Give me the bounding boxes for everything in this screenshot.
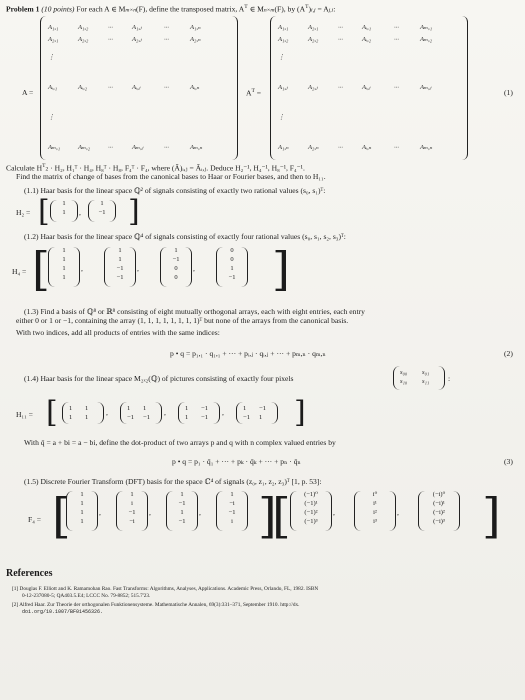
f4-power-separator: ,: [333, 508, 335, 517]
equation-number-2: (2): [504, 349, 513, 358]
f4-power-entry: (−i)¹: [433, 500, 445, 507]
matrix-entry: ···: [108, 144, 113, 151]
h11-entry: 1: [69, 414, 73, 421]
section-1-2: (1.2) Haar basis for the linear space ℚ⁴ of signals consisting of exactly four rational values (s₀, s₁, s₂, s₃)ᵀ:: [24, 232, 346, 241]
pixel-entry: s₀₀: [400, 369, 408, 376]
f4-entry: 1: [80, 509, 84, 516]
matrix-entry: Aₘ,₁: [48, 144, 61, 151]
f4-entry: −1: [178, 518, 186, 525]
h4-entry: 0: [230, 256, 234, 263]
matrix-entry: ···: [394, 24, 399, 31]
h11-entry: 1: [85, 405, 89, 412]
h4-close-bracket: ]: [272, 242, 290, 296]
matrix-at-label: $A^T$ =: [246, 88, 262, 98]
f4-entry: 1: [180, 491, 184, 498]
f4-power-entry: (−i)²: [433, 509, 445, 516]
matrix-entry: ···: [338, 36, 343, 43]
section-1-3-line-a: (1.3) Find a basis of ℚ⁸ or ℝ⁸ consisting of eight mutually orthogonal arrays, each with eight entries, each entry: [24, 307, 365, 316]
f4-power-column: [290, 491, 332, 531]
matrix-entry: A₂,₁: [308, 24, 319, 31]
matrix-entry: ···: [164, 36, 169, 43]
f4-power-entry: (−1)¹: [304, 500, 318, 507]
h11-entry: 1: [185, 414, 189, 421]
f4-entry: −i: [129, 518, 135, 525]
calculate-line: Calculate $H^T2 \cdot H_2$, H₁ᵀ · H₄, H₈ᵀ · H₈, F₄ᵀ · F₄, where (Ā)ᵢ,ⱼ = Āᵢ,ⱼ. Deduce H₂⁻¹, H₄⁻¹, H₈⁻¹, F₄⁻¹.: [6, 163, 305, 173]
f4-entry: 1: [130, 491, 134, 498]
h4-entry: 0: [230, 247, 234, 254]
f4-power-entry: (−1)⁰: [304, 491, 318, 498]
pixel-entry: s₁₀: [400, 378, 408, 385]
equation-number-1: (1): [504, 88, 513, 97]
f4-entry: 1: [80, 491, 84, 498]
f4-entry: 1: [80, 500, 84, 507]
h11-entry: −1: [201, 414, 209, 421]
find-line: Find the matrix of change of bases from the canonical bases to Haar or Fourier bases, and then to H₁₁.: [16, 172, 326, 181]
f4-column: [166, 491, 198, 531]
reference-2: [2] Alfred Haar. Zur Theorie der orthogonalen Funktionensysteme. Mathematische Annalen, 69(3):331–371, September 1910. http://dx.: [12, 602, 300, 608]
h4-entry: 1: [174, 247, 178, 254]
h4-entry: 1: [118, 256, 122, 263]
section-1-4-colon: :: [448, 374, 451, 383]
matrix-entry: ···: [164, 144, 169, 151]
f4-entry: 1: [180, 509, 184, 516]
h2-separator: ,: [79, 208, 81, 217]
h11-separator: ,: [164, 408, 166, 417]
h4-entry: 0: [174, 265, 178, 272]
h11-matrix: [236, 402, 278, 424]
matrix-entry: ···: [108, 36, 113, 43]
f4-separator: ,: [99, 508, 101, 517]
matrix-entry: ···: [394, 84, 399, 91]
matrix-entry: ···: [338, 24, 343, 31]
matrix-entry: Aₘ,₂: [78, 144, 91, 151]
f4-power-entry: i⁰: [372, 491, 378, 498]
references-title: References: [6, 568, 53, 579]
matrix-entry: Aᵢ,₂: [78, 84, 88, 91]
matrix-entry: Aₘ,ⱼ: [420, 84, 432, 91]
h11-entry: 1: [127, 405, 131, 412]
f4-entry: −1: [128, 509, 136, 516]
matrix-entry: Aᵢ,ₙ: [190, 84, 200, 91]
f4-entry: −1: [228, 509, 236, 516]
matrix-entry: ···: [338, 84, 343, 91]
matrix-entry: ···: [338, 144, 343, 151]
h2-open-bracket: [: [38, 194, 50, 229]
matrix-entry: A₁,₁: [48, 24, 59, 31]
h11-separator: ,: [106, 408, 108, 417]
h11-entry: 1: [85, 414, 89, 421]
h2-entry: 1: [100, 200, 104, 207]
intro-text-6: = A: [317, 4, 329, 14]
h4-entry: −1: [116, 265, 124, 272]
reference-1: [1] Douglas F. Elliott and K. Ramamohan Rao. Fast Transforms: Algorithms, Analyses, Applications. Academic Press, Orlando, FL, 1982. ISBN: [12, 586, 319, 592]
f4-power-open-bracket: [: [272, 488, 291, 544]
conjugate-line: With q̄ = a + bi = a − bi, define the dot-product of two arrays p and q with n complex valued entries by: [24, 438, 336, 447]
f4-entry: −i: [229, 500, 235, 507]
h11-label: H₁₁ =: [16, 410, 33, 419]
f4-separator: ,: [199, 508, 201, 517]
h2-entry: −1: [98, 209, 106, 216]
matrix-entry: Aₘ,₂: [420, 36, 433, 43]
h4-column: [104, 247, 136, 287]
section-1-3-line-c: With two indices, add all products of entries with the same indices:: [16, 328, 220, 337]
intro-text-5: ): [308, 4, 312, 14]
h4-separator: ,: [193, 264, 195, 273]
matrix-entry: ···: [164, 84, 169, 91]
f4-column: [216, 491, 248, 531]
h4-label: H₄ =: [12, 267, 27, 276]
f4-entry: i: [131, 500, 133, 507]
matrix-entry: Aᵢ,ₙ: [362, 144, 372, 151]
matrix-entry: ···: [394, 144, 399, 151]
matrix-entry: ···: [108, 84, 113, 91]
matrix-entry: Aᵢ,₁: [48, 84, 58, 91]
f4-open-bracket: [: [52, 488, 71, 544]
h4-entry: −1: [116, 274, 124, 281]
h11-entry: −1: [259, 405, 267, 412]
matrix-entry: Aᵢ,₁: [362, 24, 372, 31]
matrix-entry: A₁,₁: [278, 24, 289, 31]
section-1-4: (1.4) Haar basis for the linear space M₂ₓ₂(ℚ) of pictures consisting of exactly four pixels: [24, 374, 294, 383]
h11-matrix: [62, 402, 104, 424]
pixel-matrix: [393, 366, 445, 390]
h4-entry: 1: [62, 265, 66, 272]
h4-open-bracket: [: [32, 242, 50, 296]
h2-entry: 1: [62, 200, 66, 207]
f4-power-column: [354, 491, 396, 531]
matrix-a-label: A =: [22, 88, 34, 97]
h4-separator: ,: [81, 264, 83, 273]
h11-open-bracket: [: [46, 395, 58, 430]
pixel-entry: s₁₁: [422, 378, 430, 385]
intro-text: For each A ∈ M: [76, 4, 126, 14]
complex-dot-equation: p • q = p₁ · q̄₁ + ··· + pₖ · q̄ₖ + ··· + pₙ · q̄ₙ: [172, 457, 301, 466]
h2-entry: 1: [62, 209, 66, 216]
f4-separator: ,: [149, 508, 151, 517]
h11-entry: 1: [243, 405, 247, 412]
h11-entry: −1: [201, 405, 209, 412]
matrix-entry: Aₘ,ₙ: [420, 144, 433, 151]
h11-entry: 1: [69, 405, 73, 412]
f4-column: [116, 491, 148, 531]
h4-entry: 1: [62, 256, 66, 263]
f4-power-entry: i³: [373, 518, 377, 525]
h4-column: [216, 247, 248, 287]
intro-text-3: ∈ M: [249, 4, 264, 14]
reference-2-doi: doi.org/10.1007/BF01456326.: [22, 609, 104, 615]
h4-entry: −1: [172, 256, 180, 263]
problem-points: (10 points): [41, 4, 75, 14]
h2-column: [88, 200, 116, 222]
matrix-entry: A₂,ₙ: [190, 36, 201, 43]
matrix-entry: ···: [394, 36, 399, 43]
f4-power-entry: (−1)²: [304, 509, 318, 516]
h11-separator: ,: [222, 408, 224, 417]
h4-entry: 1: [118, 247, 122, 254]
matrix-entry: A₂,ₙ: [308, 144, 319, 151]
f4-entry: −1: [178, 500, 186, 507]
matrix-entry: A₁,₂: [278, 36, 289, 43]
f4-column: [66, 491, 98, 531]
h4-entry: 1: [62, 247, 66, 254]
h11-entry: 1: [259, 414, 263, 421]
problem-heading: Problem 1: [6, 4, 40, 14]
h2-label: H₂ =: [16, 208, 31, 217]
matrix-entry: Aₘ,ⱼ: [132, 144, 144, 151]
section-1-3-line-b: either 0 or 1 or −1, containing the array (1, 1, 1, 1, 1, 1, 1, 1)ᵀ but none of the arrays from the canonical basis.: [16, 316, 349, 325]
matrix-entry: A₁,ₙ: [278, 144, 289, 151]
f4-power-close-bracket: ]: [482, 488, 501, 544]
h11-entry: 1: [185, 405, 189, 412]
h11-entry: −1: [243, 414, 251, 421]
f4-power-entry: (−i)³: [433, 518, 445, 525]
h11-entry: −1: [143, 414, 151, 421]
intro-text-7: :: [333, 4, 336, 14]
section-1-5: (1.5) Discrete Fourier Transform (DFT) basis for the space ℂ⁴ of signals (z₀, z₁, z₂, z₃)ᵀ [1, p. 53]:: [24, 477, 322, 486]
f4-entry: 1: [80, 518, 84, 525]
dot-product-equation: p • q = p₁,₁ · q₁,₁ + ··· + pᵢ,ⱼ · qᵢ,ⱼ + ··· + pₘ,ₙ · qₘ,ₙ: [170, 349, 326, 358]
matrix-entry: Aₘ,ₙ: [190, 144, 203, 151]
f4-power-entry: i²: [373, 509, 377, 516]
f4-close-bracket: ]: [258, 488, 277, 544]
matrix-entry: ⋮: [48, 54, 55, 61]
h11-close-bracket: ]: [294, 395, 306, 430]
h11-matrix: [178, 402, 220, 424]
h2-close-bracket: ]: [128, 194, 140, 229]
f4-power-entry: i¹: [373, 500, 377, 507]
matrix-entry: A₁,ₙ: [190, 24, 201, 31]
h4-column: [48, 247, 80, 287]
pixel-entry: s₀₁: [422, 369, 430, 376]
intro-text-4: (F), by (A: [274, 4, 306, 14]
matrix-entry: Aᵢ,ⱼ: [132, 84, 141, 91]
h11-entry: −1: [127, 414, 135, 421]
matrix-entry: ⋮: [48, 114, 55, 121]
h4-separator: ,: [137, 264, 139, 273]
f4-power-separator: ,: [397, 508, 399, 517]
h4-entry: 1: [62, 274, 66, 281]
section-1-1: (1.1) Haar basis for the linear space ℚ² of signals consisting of exactly two rational values (s₀, s₁)ᵀ:: [24, 186, 326, 195]
f4-entry: i: [231, 518, 233, 525]
matrix-entry: Aᵢ,₂: [362, 36, 372, 43]
h11-matrix: [120, 402, 162, 424]
matrix-entry: A₁,₂: [78, 24, 89, 31]
matrix-entry: ⋮: [278, 114, 285, 121]
h4-entry: 1: [230, 265, 234, 272]
intro-text-2: (F), define the transposed matrix, A: [136, 4, 245, 14]
f4-power-entry: (−1)³: [304, 518, 318, 525]
matrix-entry: ···: [108, 24, 113, 31]
matrix-entry: Aₘ,₁: [420, 24, 433, 31]
f4-power-entry: (−i)⁰: [432, 491, 446, 498]
h2-column: [50, 200, 78, 222]
reference-1-cont: 0-12-237080-5; QA403.5.E4; LCCC No. 79-8852; 515.7'23.: [22, 593, 151, 599]
f4-power-column: [418, 491, 460, 531]
matrix-entry: A₁,ⱼ: [278, 84, 288, 91]
matrix-entry: A₂,ⱼ: [308, 84, 318, 91]
h4-entry: 0: [174, 274, 178, 281]
problem-intro: Problem 1 (10 points) For each A ∈ Mm×n(F), define the transposed matrix, $A^T$ ∈ Mn×m(F), by $(A^T)i,j = Aj,i$:: [6, 4, 336, 14]
matrix-entry: A₂,₂: [78, 36, 89, 43]
f4-entry: 1: [230, 491, 234, 498]
matrix-entry: A₂,₁: [48, 36, 59, 43]
matrix-entry: A₂,ⱼ: [132, 36, 142, 43]
matrix-entry: ⋮: [278, 54, 285, 61]
h4-entry: −1: [228, 274, 236, 281]
matrix-entry: A₂,₂: [308, 36, 319, 43]
h11-entry: 1: [143, 405, 147, 412]
h4-column: [160, 247, 192, 287]
equation-number-3: (3): [504, 457, 513, 466]
matrix-entry: A₁,ⱼ: [132, 24, 142, 31]
matrix-entry: ···: [164, 24, 169, 31]
matrix-entry: Aᵢ,ⱼ: [362, 84, 371, 91]
f4-label: F₄ =: [28, 515, 42, 524]
